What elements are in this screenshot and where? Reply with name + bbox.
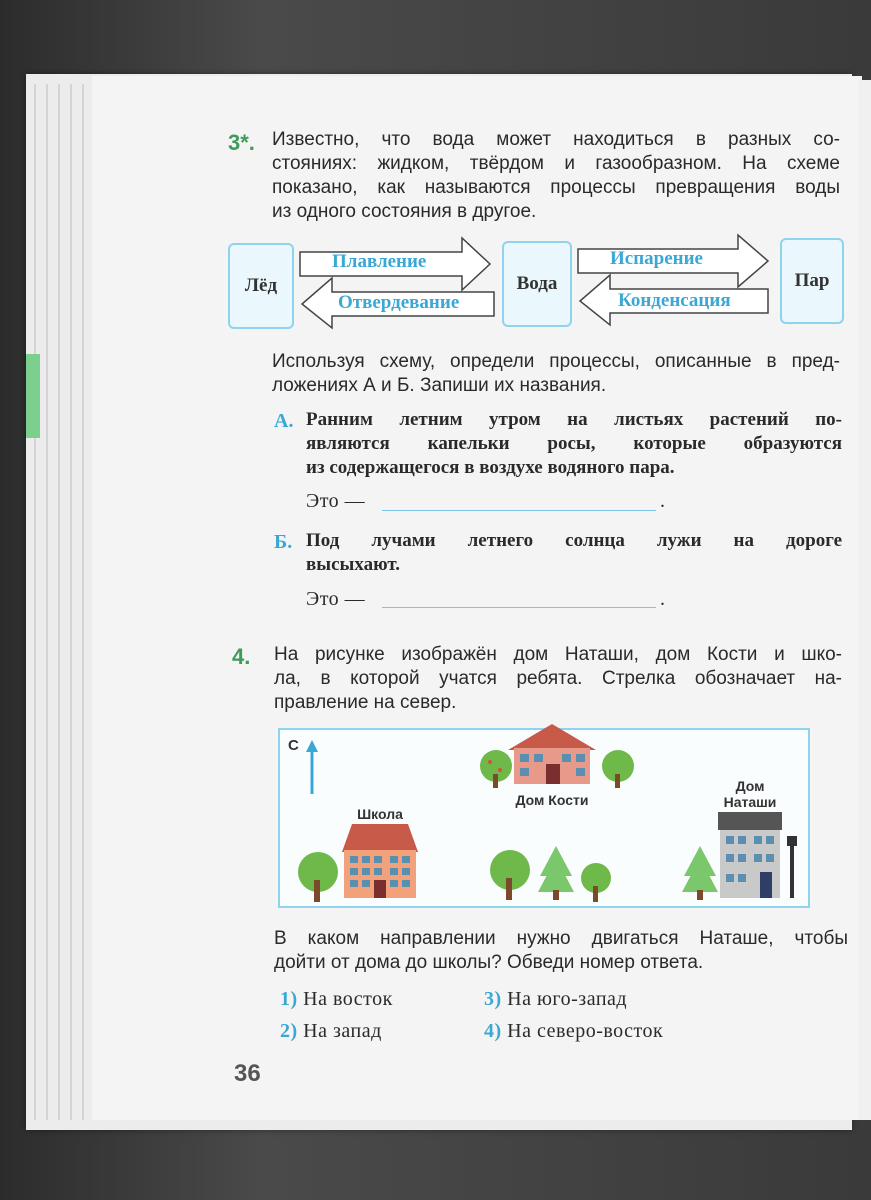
item-b-text: Под лучами летнего солнца лужи на дороге высыхают.	[306, 530, 842, 575]
item-a-answer-field[interactable]	[382, 510, 656, 511]
state-ice: Лёд	[228, 243, 294, 329]
task3-intro: Известно, что вода может находиться в разных со- стояниях: жидком, твёрдом и газообразном. На схеме показано, как называются процессы превращения воды из одного состояния в другое.	[272, 129, 840, 222]
melting-label: Плавление	[332, 251, 427, 272]
north-label: С	[288, 737, 299, 754]
school-icon	[338, 822, 422, 900]
option-4[interactable]: 4) На северо-восток	[484, 1020, 664, 1042]
item-a-letter: А.	[274, 410, 294, 432]
kostya-house-icon	[506, 722, 598, 788]
option-3[interactable]: 3) На юго-запад	[484, 988, 628, 1010]
ice-water-arrows	[294, 234, 500, 330]
map-picture	[278, 728, 810, 908]
street-lamp-icon	[784, 834, 800, 900]
water-steam-arrows	[572, 231, 778, 327]
page-number: 36	[234, 1060, 261, 1087]
natasha-house-icon	[716, 810, 784, 900]
section-tab	[26, 354, 40, 438]
item-a-text: Ранним летним утром на листьях растений по- являются капельки росы, которые образуются из содержащегося в воздухе водяного пара.	[306, 409, 842, 478]
natasha-label: Дом Наташи	[723, 778, 777, 810]
condensation-label: Конденсация	[618, 290, 731, 311]
item-b-answer-prefix: Это —	[306, 588, 366, 610]
school-label: Школа	[357, 806, 403, 822]
task3-number: 3*.	[228, 130, 255, 155]
state-water: Вода	[502, 241, 572, 327]
kostya-label: Дом Кости	[515, 792, 589, 808]
item-a-answer-prefix: Это —	[306, 490, 366, 512]
fir-tree-icon	[536, 844, 576, 904]
item-b-letter: Б.	[274, 531, 293, 553]
tree-icon	[596, 748, 642, 788]
evaporation-label: Испарение	[610, 248, 703, 269]
item-b-answer-field[interactable]	[382, 607, 656, 608]
tree-icon	[574, 860, 618, 904]
north-arrow-icon	[302, 738, 332, 798]
task4-number: 4.	[232, 644, 251, 669]
fir-tree-icon	[680, 844, 720, 904]
solidification-label: Отвердевание	[338, 292, 460, 313]
option-1[interactable]: 1) На восток	[280, 988, 393, 1010]
tree-icon	[480, 848, 540, 902]
task4-question: В каком направлении нужно двигаться Наташе, чтобы дойти от дома до школы? Обведи номер ответа.	[274, 928, 848, 973]
state-steam: Пар	[780, 238, 844, 324]
task4-intro: На рисунке изображён дом Наташи, дом Кости и шко- ла, в которой учатся ребята. Стрелка обозначает на- правление на север.	[274, 644, 842, 713]
option-2[interactable]: 2) На запад	[280, 1020, 382, 1042]
tree-icon	[288, 850, 348, 904]
task3-question: Используя схему, определи процессы, описанные в пред- ложениях А и Б. Запиши их названия.	[272, 351, 840, 396]
